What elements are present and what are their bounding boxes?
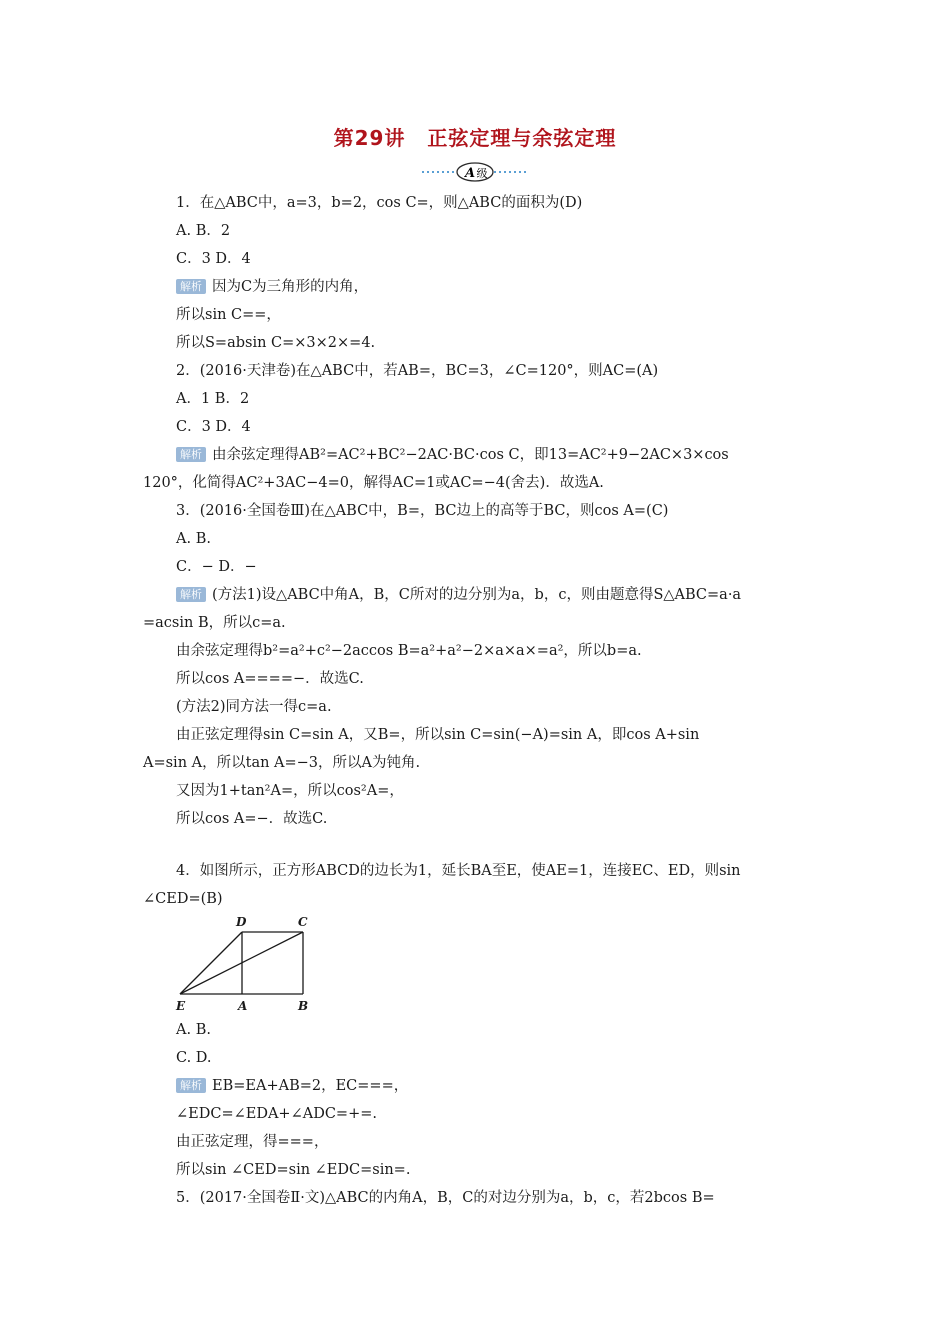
text-line [176,781,404,801]
text-line [143,889,223,909]
page-title [0,122,950,151]
text-line [176,585,741,605]
label-e: E [176,999,186,1013]
text-line [176,725,699,745]
text-line-content: C．− D．− [176,559,257,575]
text-line [176,669,364,689]
text-line-content: 所以sin C==， [176,307,281,323]
label-d: D [236,915,247,929]
analysis-tag: 解析 [176,587,206,602]
text-line [176,1048,212,1068]
text-line [176,193,582,213]
text-line-content: 由余弦定理得AB²=AC²+BC²−2AC·BC·cos C，即13=AC²+9−2AC×3×cos [212,447,729,463]
text-line-content: A. B. [176,1022,211,1038]
text-line-content: 120°，化简得AC²+3AC−4=0，解得AC=1或AC=−4(舍去)．故选A. [143,475,604,491]
text-line-content: A. B．2 [176,223,231,239]
text-line-content: EB=EA+AB=2，EC===， [212,1078,409,1094]
text-line-content: C．3 D．4 [176,419,251,435]
text-line [176,1132,328,1152]
text-line-content: A. B. [176,531,211,547]
text-line-content: 所以S=absin C=×3×2×=4. [176,335,376,351]
text-line [176,809,327,829]
text-line-content: 5．(2017·全国卷Ⅱ·文)△ABC的内角A，B，C的对边分别为a，b，c，若2bcos B= [176,1190,715,1206]
analysis-tag: 解析 [176,447,206,462]
text-line-content: 由正弦定理得sin C=sin A，又B=，所以sin C=sin(−A)=sin A，即cos A+sin [176,727,700,743]
label-c: C [298,915,308,929]
text-line-content: 所以cos A====−．故选C. [176,671,364,687]
text-line-content: 3．(2016·全国卷Ⅲ)在△ABC中，B=，BC边上的高等于BC，则cos A=(C) [176,503,669,519]
text-line [176,1020,211,1040]
text-line-content: 由正弦定理，得===， [176,1134,329,1150]
text-line-content: 所以cos A=−．故选C. [176,811,328,827]
text-line-content: 2．(2016·天津卷)在△ABC中，若AB=，BC=3，∠C=120°，则AC=(A) [176,363,659,379]
text-line [143,753,420,773]
text-line [176,641,642,661]
level-letter: A [464,166,476,181]
text-line [143,613,286,633]
text-line-content: ∠CED=(B) [143,891,223,907]
text-line [176,389,249,409]
text-line-content: C. D. [176,1050,212,1066]
text-line [176,305,281,325]
text-line [176,1076,408,1096]
text-line [176,1160,410,1180]
text-line [143,473,604,493]
text-line-content: 1．在△ABC中，a=3，b=2，cos C=，则△ABC的面积为(D) [176,195,583,211]
text-line-content: 因为C为三角形的内角， [212,279,369,295]
text-line-content: 由余弦定理得b²=a²+c²−2accos B=a²+a²−2×a×a×=a²，所以b=a. [176,643,642,659]
label-b: B [298,999,309,1013]
text-line-content: 所以sin ∠CED=sin ∠EDC=sin=. [176,1162,411,1178]
text-line [176,861,741,881]
text-line-content: =acsin B，所以c=a. [143,615,286,631]
text-line [176,557,257,577]
text-line [176,249,251,269]
analysis-tag: 解析 [176,1078,206,1093]
lecture-title: 正弦定理与余弦定理 [427,126,617,150]
label-a: A [238,999,248,1013]
text-line [176,361,658,381]
text-line [176,1104,377,1124]
lecture-number: 第29讲 [333,126,406,150]
square-figure [170,912,320,1014]
text-line [176,277,368,297]
analysis-tag: 解析 [176,279,206,294]
text-line-content: 4．如图所示，正方形ABCD的边长为1，延长BA至E，使AE=1，连接EC、ED，则sin [176,863,741,879]
text-line-content: A=sin A，所以tan A=−3，所以A为钝角. [143,755,421,771]
text-line [176,221,230,241]
text-line [176,501,668,521]
text-line-content: (方法2)同方法一得c=a. [176,699,332,715]
text-line [176,529,211,549]
level-char: 级 [476,167,488,180]
text-line-content: (方法1)设△ABC中角A，B，C所对的边分别为a，b，c，则由题意得S△ABC=a·a [212,587,742,603]
text-line [176,417,251,437]
text-line [176,1188,715,1208]
text-line [176,333,375,353]
text-line [176,445,729,465]
text-line-content: 又因为1+tan²A=，所以cos²A=， [176,783,404,799]
text-line-content: C．3 D．4 [176,251,251,267]
level-a-badge [420,161,530,183]
text-line-content: A．1 B．2 [176,391,250,407]
text-line [176,697,332,717]
text-line-content: ∠EDC=∠EDA+∠ADC=+=. [176,1106,377,1122]
